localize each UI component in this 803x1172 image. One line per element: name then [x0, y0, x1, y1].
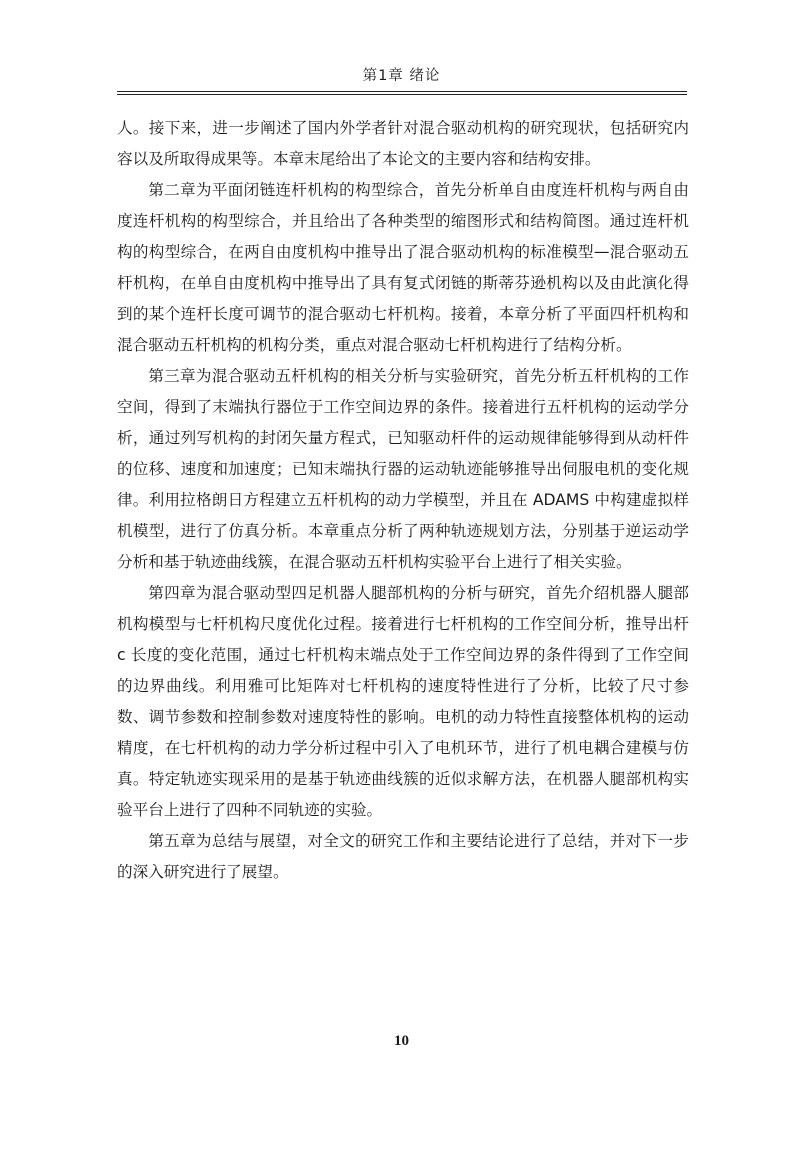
- paragraph-chapter-4: 第四章为混合驱动型四足机器人腿部机构的分析与研究，首先介绍机器人腿部机构模型与七杆机构尺度优化过程。接着进行七杆机构的工作空间分析，推导出杆 c 长度的变化范围，通过七杆机构末端点处于工作空间边界的条件得到了工作空间的边界曲线。利用雅可比矩阵对七杆机构的速度特性进行了分析，比较了尺寸参数、调节参数和控制参数对速度特性的影响。电机的动力特性直接整体机构的运动精度，在七杆机构的动力学分析过程中引入了电机环节，进行了机电耦合建模与仿真。特定轨迹实现采用的是基于轨迹曲线簇的近似求解方法，在机器人腿部机构实验平台上进行了四种不同轨迹的实验。: [117, 584, 689, 819]
- header-rule-thin: [117, 94, 687, 95]
- running-header: 第1章 绪论: [362, 68, 441, 84]
- body-text: [117, 113, 689, 888]
- paragraph-continuation: 人。接下来，进一步阐述了国内外学者针对混合驱动机构的研究现状，包括研究内容以及所取得成果等。本章末尾给出了本论文的主要内容和结构安排。: [117, 119, 689, 168]
- header-rule: [117, 91, 687, 92]
- paragraph-chapter-2: 第二章为平面闭链连杆机构的构型综合，首先分析单自由度连杆机构与两自由度连杆机构的构型综合，并且给出了各种类型的缩图形式和结构简图。通过连杆机构的构型综合，在两自由度机构中推导出了混合驱动机构的标准模型—混合驱动五杆机构，在单自由度机构中推导出了具有复式闭链的斯蒂芬逊机构以及由此演化得到的某个连杆长度可调节的混合驱动七杆机构。接着，本章分析了平面四杆机构和混合驱动五杆机构的机构分类，重点对混合驱动七杆机构进行了结构分析。: [117, 181, 689, 354]
- page-number: 10: [394, 1033, 409, 1049]
- paragraph-chapter-3: 第三章为混合驱动五杆机构的相关分析与实验研究，首先分析五杆机构的工作空间，得到了末端执行器位于工作空间边界的条件。接着进行五杆机构的运动学分析，通过列写机构的封闭矢量方程式，已知驱动杆件的运动规律能够得到从动杆件的位移、速度和加速度；已知末端执行器的运动轨迹能够推导出伺服电机的变化规律。利用拉格朗日方程建立五杆机构的动力学模型，并且在 ADAMS 中构建虚拟样机模型，进行了仿真分析。本章重点分析了两种轨迹规划方法，分别基于逆运动学分析和基于轨迹曲线簇，在混合驱动五杆机构实验平台上进行了相关实验。: [117, 367, 689, 571]
- paragraph-chapter-5: 第五章为总结与展望，对全文的研究工作和主要结论进行了总结，并对下一步的深入研究进行了展望。: [117, 832, 689, 881]
